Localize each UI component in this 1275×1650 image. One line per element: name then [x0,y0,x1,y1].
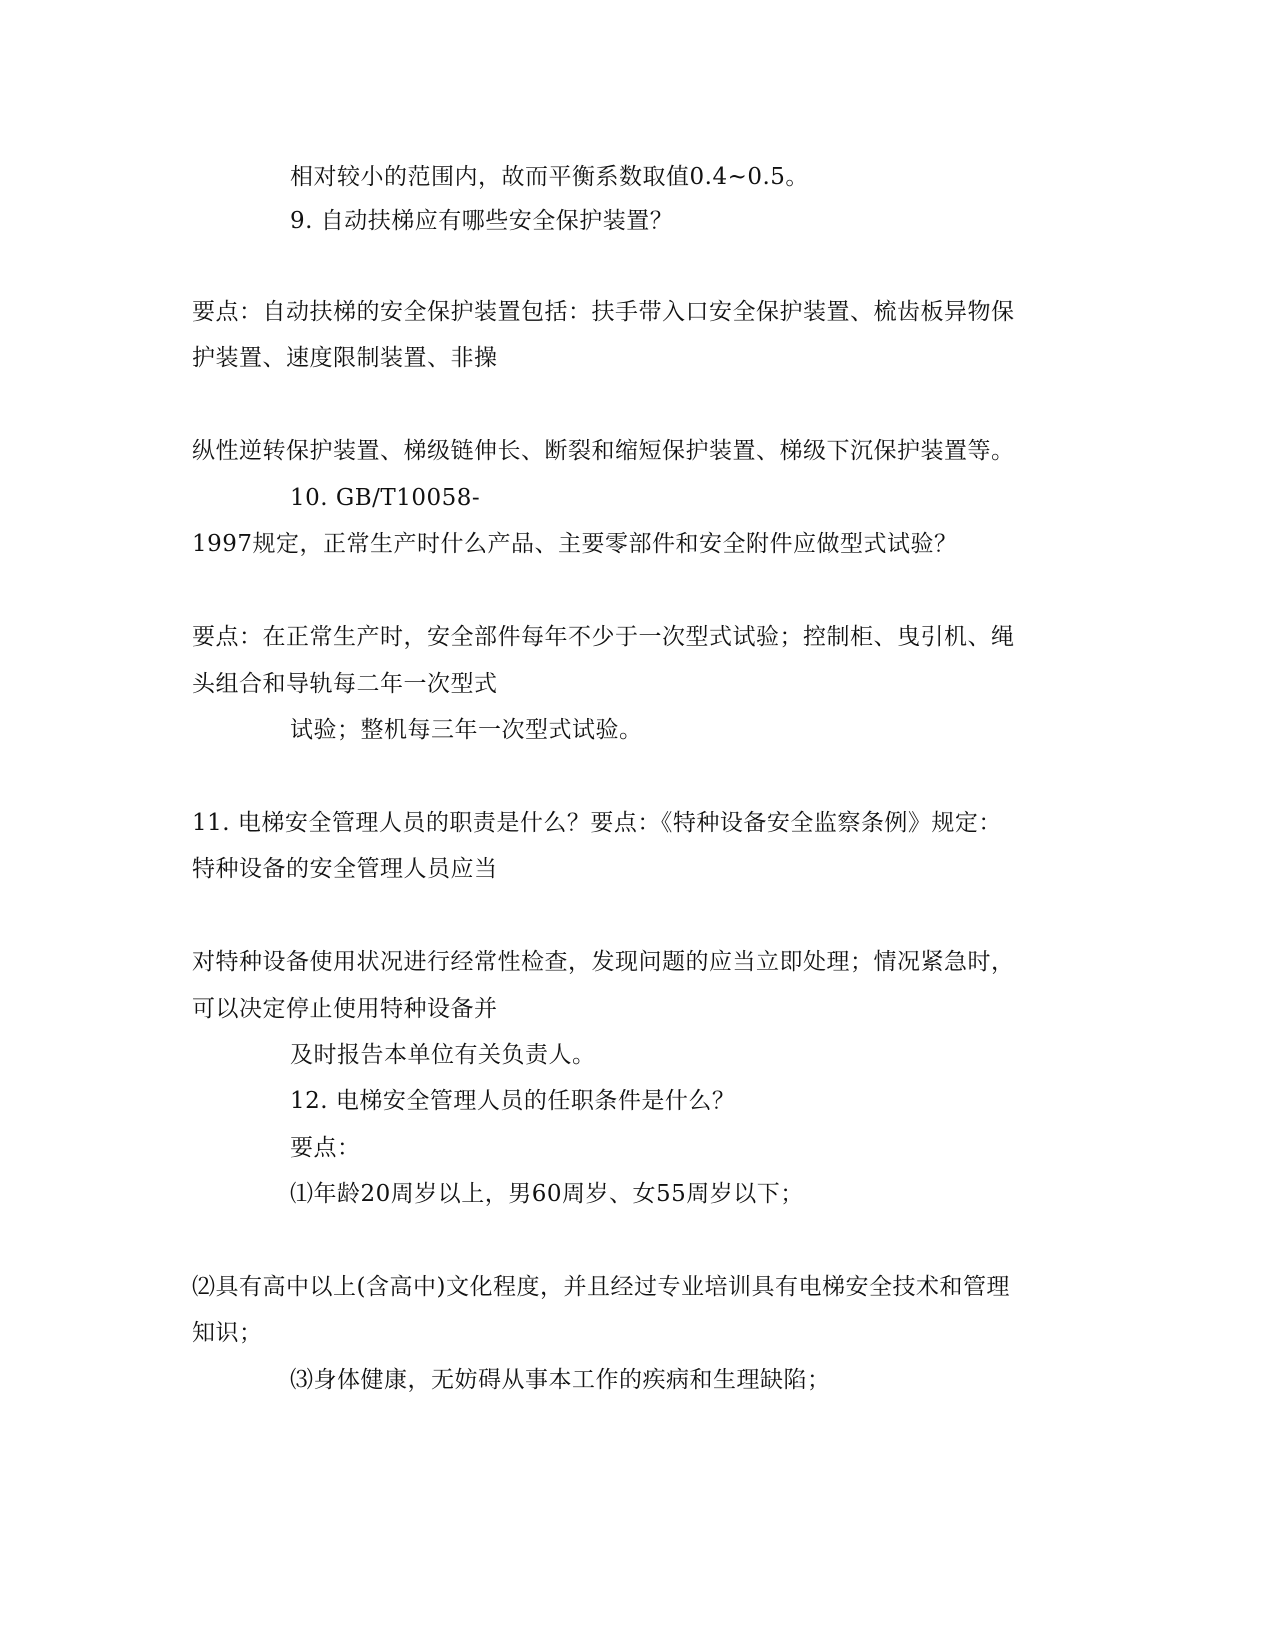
answer-10-line: 要点：在正常生产时，安全部件每年不少于一次型式试验；控制柜、曳引机、绳 [192,624,1015,650]
question-9-heading: 9. 自动扶梯应有哪些安全保护装置？ [290,208,674,234]
answer-9-line: 要点：自动扶梯的安全保护装置包括：扶手带入口安全保护装置、梳齿板异物保 [192,299,1015,325]
answer-11-line: 可以决定停止使用特种设备并 [192,996,498,1022]
answer-12-item: ⑵具有高中以上(含高中)文化程度，并且经过专业培训具有电梯安全技术和管理 [192,1274,1010,1300]
answer-9-line: 护装置、速度限制装置、非操 [192,345,498,371]
answer-10-line: 头组合和导轨每二年一次型式 [192,671,498,697]
answer-11-line: 对特种设备使用状况进行经常性检查，发现问题的应当立即处理；情况紧急时， [192,949,1015,975]
answer-11-line: 特种设备的安全管理人员应当 [192,856,498,882]
answer-10-line: 试验；整机每三年一次型式试验。 [290,717,643,743]
answer-12-item: ⑴年龄20周岁以上，男60周岁、女55周岁以下； [290,1181,804,1207]
answer-9-line: 纵性逆转保护装置、梯级链伸长、断裂和缩短保护装置、梯级下沉保护装置等。 [192,438,1015,464]
question-10-heading-cont: 1997规定，正常生产时什么产品、主要零部件和安全附件应做型式试验？ [192,531,958,557]
question-11-heading: 11. 电梯安全管理人员的职责是什么？要点：《特种设备安全监察条例》规定： [192,810,1002,836]
answer-11-line: 及时报告本单位有关负责人。 [290,1042,596,1068]
question-10-heading: 10. GB/T10058- [290,485,481,511]
answer-12-label: 要点： [290,1135,361,1161]
answer-12-item-cont: 知识； [192,1320,263,1346]
answer-12-item: ⑶身体健康，无妨碍从事本工作的疾病和生理缺陷； [290,1367,831,1393]
text-line: 相对较小的范围内，故而平衡系数取值0.4~0.5。 [290,164,809,190]
question-12-heading: 12. 电梯安全管理人员的任职条件是什么？ [290,1088,736,1114]
